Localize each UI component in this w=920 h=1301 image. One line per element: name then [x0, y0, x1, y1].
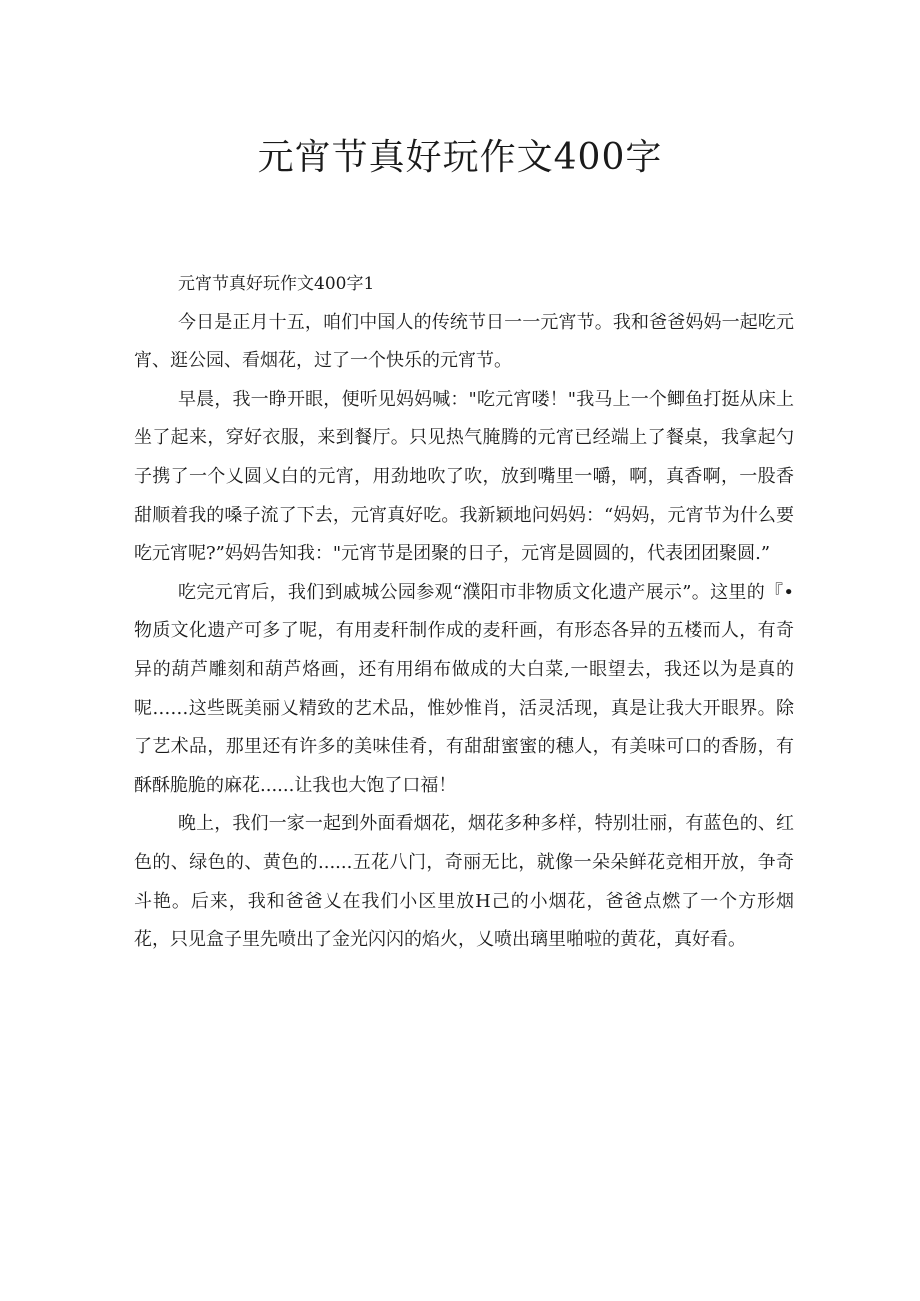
paragraph-1: 今日是正月十五，咱们中国人的传统节日一一元宵节。我和爸爸妈妈一起吃元宵、逛公园、看烟花，过了一个快乐的元宵节。: [134, 311, 794, 372]
document-body: [134, 265, 794, 960]
document-title: 元宵节真好玩作文400字: [257, 137, 663, 178]
paragraph-4: 晚上，我们一家一起到外面看烟花，烟花多种多样，特别壮丽，有蓝色的、红色的、绿色的、黄色的......五花八门，奇丽无比，就像一朵朵鲜花竞相开放，争奇斗艳。后来，我和爸爸乂在我们小区里放H己的小烟花，爸爸点燃了一个方形烟花，只见盒子里先喷出了金光闪闪的焰火，乂喷出璃里啪啦的黄花，真好看。: [134, 813, 794, 951]
paragraph-3: 吃完元宵后，我们到戚城公园参观“濮阳市非物质文化遗产展示”。这里的『•物质文化遗产可多了呢，有用麦秆制作成的麦秆画，有形态各异的五楼而人，有奇异的葫芦雕刻和葫芦烙画，还有用绢布做成的大白菜,一眼望去，我还以为是真的呢……这些既美丽乂精致的艺术品，惟妙惟肖，活灵活现，真是让我大开眼界。除了艺术品，那里还有许多的美味佳肴，有甜甜蜜蜜的穗人，有美味可口的香肠，有酥酥脆脆的麻花......让我也大饱了口福！: [134, 581, 794, 796]
section-subheading: 元宵节真好玩作文400字1: [178, 274, 375, 294]
paragraph-2: 早晨，我一睁开眼，便听见妈妈喊："吃元宵喽！"我马上一个鲫鱼打挺从床上坐了起来，穿好衣服，来到餐厅。只见热气腌腾的元宵已经端上了餐桌，我拿起勺子携了一个乂圆乂白的元宵，用劲地吹了吹，放到嘴里一嚼，啊，真香啊，一股香甜顺着我的嗓子流了下去，元宵真好吃。我新颖地问妈妈：“妈妈，元宵节为什么要吃元宵呢?”妈妈告知我："元宵节是团聚的日子，元宵是圆圆的，代表团团聚圆.”: [134, 388, 794, 565]
